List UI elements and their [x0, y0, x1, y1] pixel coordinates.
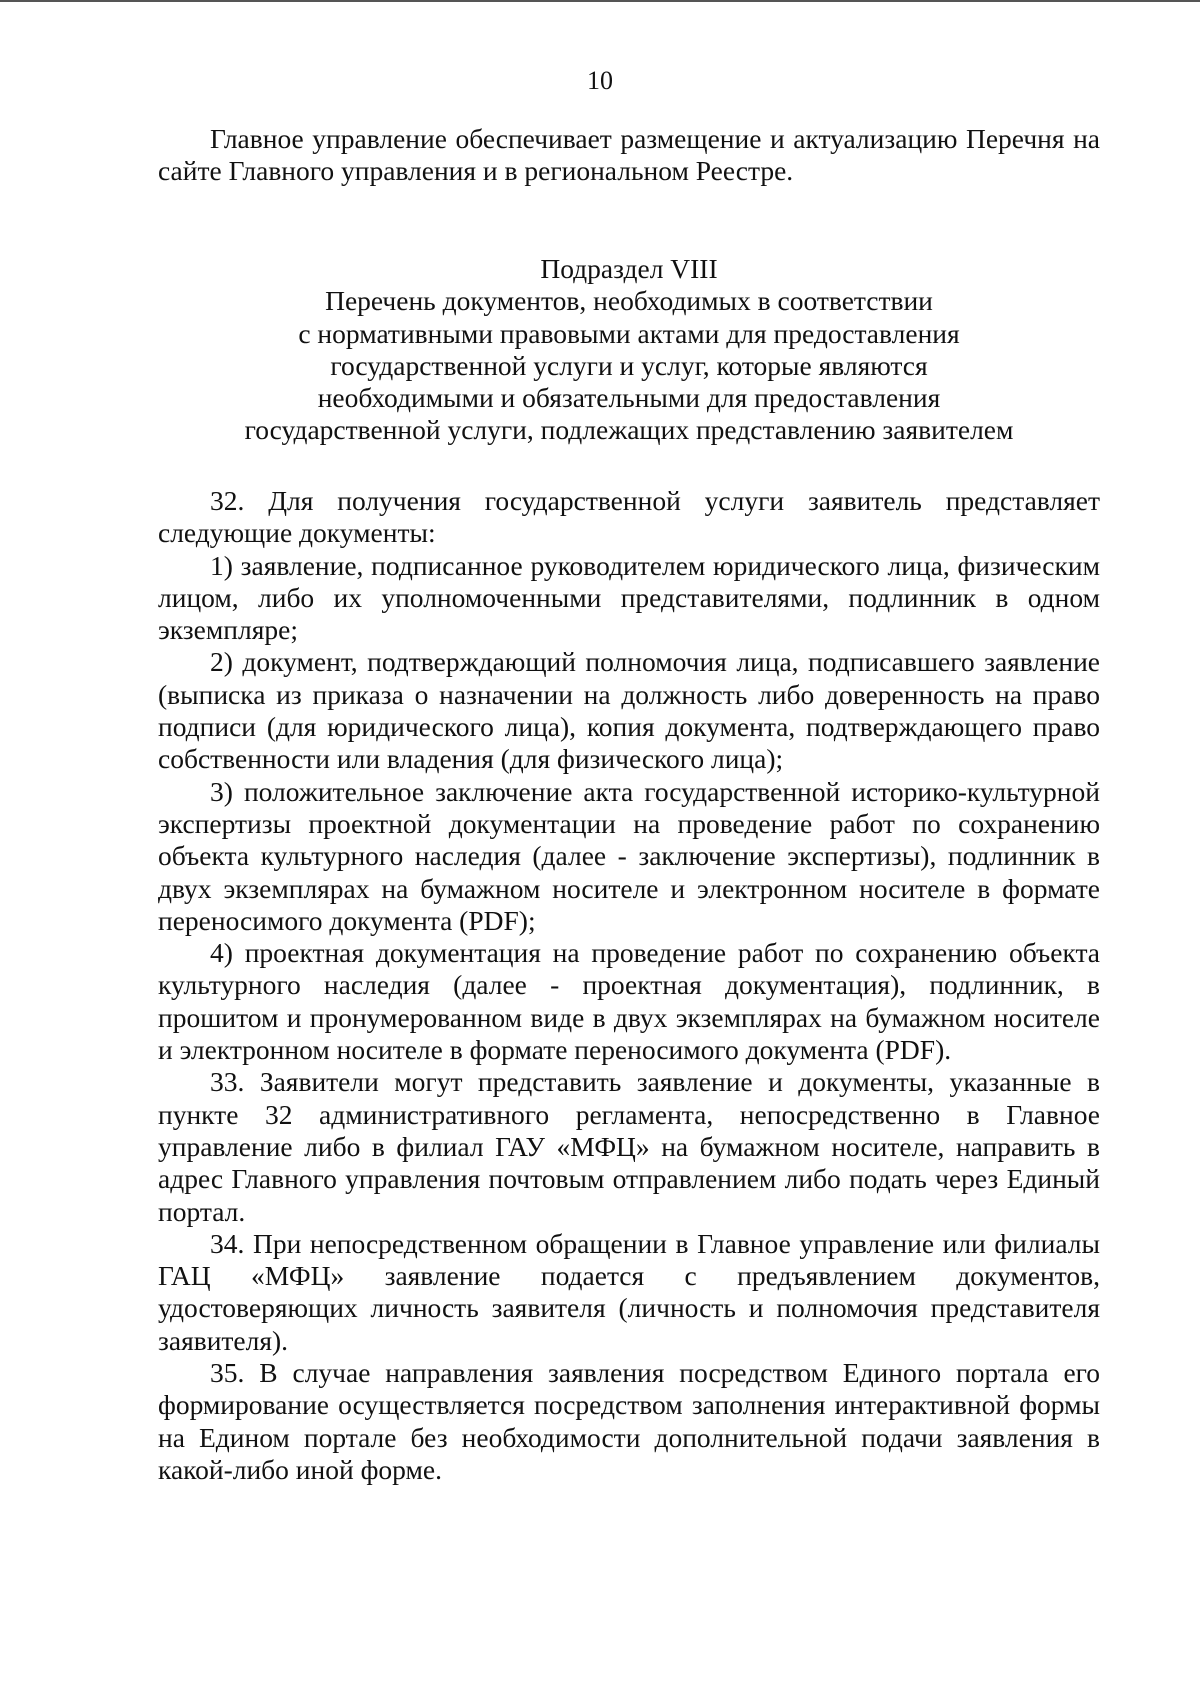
subsection-label: Подраздел VIII	[540, 253, 718, 284]
scan-top-edge	[0, 0, 1200, 2]
list-item-2: 2) документ, подтверждающий полномочия лица, подписавшего заявление (выписка из приказа о назначении на должность либо доверенность на право подписи (для юридического лица), копия документа, подтверждающего право собственности или владения (для физического лица);	[158, 646, 1100, 775]
list-item-3: 3) положительное заключение акта государственной историко-культурной экспертизы проектной документации на проведение работ по сохранению объекта культурного наследия (далее - заключение экспертизы), подлинник в двух экземплярах на бумажном носителе и электронном носителе в формате переносимого документа (PDF);	[158, 775, 1100, 936]
subsection-title-line: необходимыми и обязательными для предоставления	[317, 382, 941, 414]
page-number: 10	[587, 66, 613, 95]
subsection-title-line: с нормативными правовыми актами для предоставления	[298, 317, 960, 349]
intro-section	[158, 123, 1100, 188]
intro-paragraph: Главное управление обеспечивает размещение и актуализацию Перечня на сайте Главного управления и в региональном Реестре.	[158, 123, 1100, 187]
subsection-title-line: государственной услуги, подлежащих представлению заявителем	[244, 414, 1014, 446]
list-item-4: 4) проектная документация на проведение работ по сохранению объекта культурного наследия (далее - проектная документация), подлинник, в прошитом и пронумерованном виде в двух экземплярах на бумажном носителе и электронном носителе в формате переносимого документа (PDF).	[158, 937, 1100, 1066]
subsection-title-line: Перечень документов, необходимых в соответствии	[325, 285, 933, 317]
paragraph-34: 34. При непосредственном обращении в Главное управление или филиалы ГАЦ «МФЦ» заявление подается с предъявлением документов, удостоверяющих личность заявителя (личность и полномочия представителя заявителя).	[158, 1227, 1100, 1356]
list-item-1: 1) заявление, подписанное руководителем юридического лица, физическим лицом, либо их уполномоченными представителями, подлинник в одном экземпляре;	[158, 549, 1100, 646]
subsection-heading	[158, 253, 1100, 447]
paragraph-35: 35. В случае направления заявления посредством Единого портала его формирование осуществляется посредством заполнения интерактивной формы на Едином портале без необходимости дополнительной подачи заявления в какой-либо иной форме.	[158, 1357, 1100, 1485]
document-body	[158, 485, 1100, 1486]
subsection-title-line: государственной услуги и услуг, которые являются	[330, 349, 928, 381]
paragraph-33: 33. Заявители могут представить заявление и документы, указанные в пункте 32 административного регламента, непосредственно в Главное управление либо в филиал ГАУ «МФЦ» на бумажном носителе, направить в адрес Главного управления почтовым отправлением либо подать через Единый портал.	[158, 1066, 1100, 1227]
paragraph-32: 32. Для получения государственной услуги заявитель представляет следующие документы:	[158, 485, 1100, 549]
